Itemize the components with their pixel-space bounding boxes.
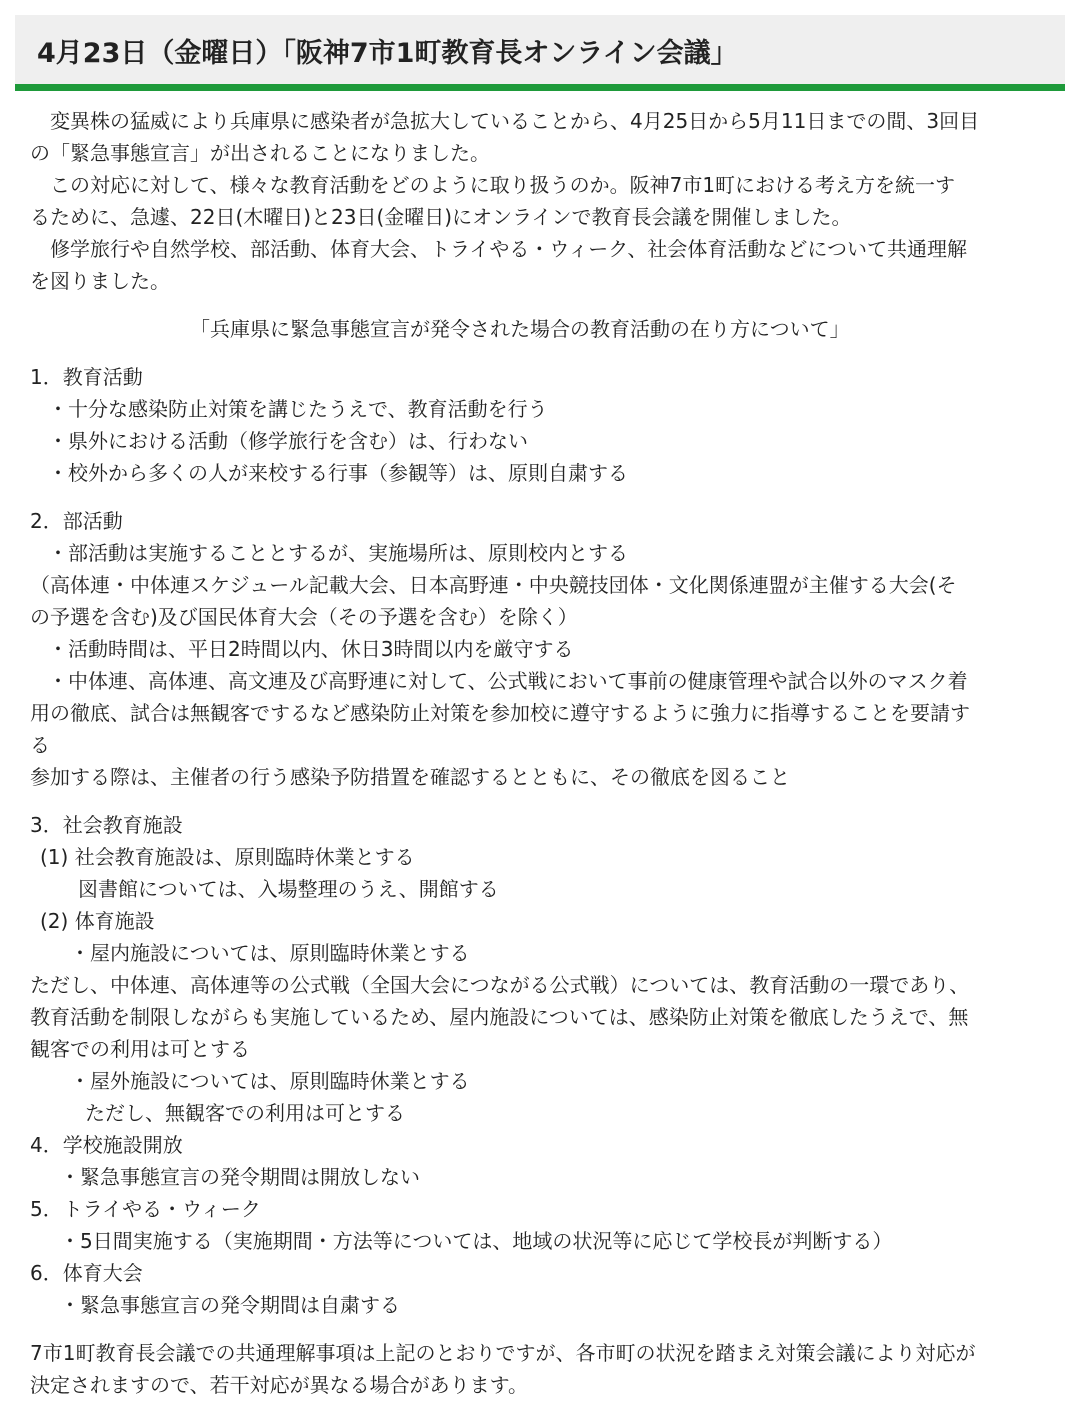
spacer — [30, 1321, 1055, 1337]
list-item: ・活動時間は、平日2時間以内、休日3時間以内を厳守する — [48, 637, 574, 661]
page-title: 4月23日（金曜日）「阪神7市1町教育長オンライン会議」 — [37, 38, 738, 69]
intro-line: 修学旅行や自然学校、部活動、体育大会、トライやる・ウィーク、社会体育活動などについて共通理解 — [30, 237, 967, 261]
document-heading: 「兵庫県に緊急事態宣言が発令された場合の教育活動の在り方について」 — [190, 317, 850, 341]
section-heading: 4．学校施設開放 — [30, 1133, 183, 1157]
list-item-continued: 用の徹底、試合は無観客でするなど感染防止対策を参加校に遵守するように強力に指導することを要請す — [30, 701, 970, 725]
page-header — [15, 15, 1065, 91]
closing-line: 決定されますので、若干対応が異なる場合があります。 — [30, 1373, 528, 1397]
sub-heading: (2) 体育施設 — [40, 909, 155, 933]
list-item-note: （高体連・中体連スケジュール記載大会、日本高野連・中央競技団体・文化関係連盟が主催する大会(そ — [30, 573, 957, 597]
section-school-facility-opening — [30, 1129, 1055, 1193]
list-item: ・緊急事態宣言の発令期間は開放しない — [60, 1165, 420, 1189]
list-item: ・十分な感染防止対策を講じたうえで、教育活動を行う — [48, 397, 548, 421]
intro-line: の「緊急事態宣言」が出されることになりました。 — [30, 141, 490, 165]
list-item: ・校外から多くの人が来校する行事（参観等）は、原則自粛する — [48, 461, 628, 485]
section-heading: 6．体育大会 — [30, 1261, 143, 1285]
section-heading: 5．トライやる・ウィーク — [30, 1197, 261, 1221]
list-item-note: 図書館については、入場整理のうえ、開館する — [78, 877, 499, 901]
section-sports-festival — [30, 1257, 1055, 1321]
section-heading: 1．教育活動 — [30, 365, 143, 389]
list-item: ・屋内施設については、原則臨時休業とする — [70, 941, 470, 965]
spacer — [30, 793, 1055, 809]
list-item: ・県外における活動（修学旅行を含む）は、行わない — [48, 429, 528, 453]
intro-paragraph — [30, 105, 1055, 297]
list-item-note: の予選を含む)及び国民体育大会（その予選を含む）を除く） — [30, 605, 578, 629]
list-item-continued: る — [30, 733, 50, 757]
intro-line: この対応に対して、様々な教育活動をどのように取り扱うのか。阪神7市1町における考え方を統一す — [30, 173, 956, 197]
sub-heading: (1) 社会教育施設は、原則臨時休業とする — [40, 845, 415, 869]
spacer — [30, 297, 1055, 313]
list-item: ・部活動は実施することとするが、実施場所は、原則校内とする — [48, 541, 628, 565]
section-club-activities — [30, 505, 1055, 793]
intro-line: 変異株の猛威により兵庫県に感染者が急拡大していることから、4月25日から5月11日までの間、3回目 — [30, 109, 980, 133]
list-item: ・緊急事態宣言の発令期間は自粛する — [60, 1293, 400, 1317]
list-item: ・5日間実施する（実施期間・方法等については、地域の状況等に応じて学校長が判断する） — [60, 1229, 893, 1253]
section-tryyaru-week — [30, 1193, 1055, 1257]
spacer — [30, 489, 1055, 505]
intro-line: るために、急遽、22日(木曜日)と23日(金曜日)にオンラインで教育長会議を開催しました。 — [30, 205, 852, 229]
list-item-note: 教育活動を制限しながらも実施しているため、屋内施設については、感染防止対策を徹底したうえで、無 — [30, 1005, 969, 1029]
list-item: ・屋外施設については、原則臨時休業とする — [70, 1069, 470, 1093]
closing-line: 7市1町教育長会議での共通理解事項は上記のとおりですが、各市町の状況を踏まえ対策会議により対応が — [30, 1341, 976, 1365]
list-item-note: ただし、中体連、高体連等の公式戦（全国大会につながる公式戦）については、教育活動の一環であり、 — [30, 973, 970, 997]
section-education-activities — [30, 361, 1055, 489]
list-item-note: ただし、無観客での利用は可とする — [85, 1101, 405, 1125]
list-item-note: 観客での利用は可とする — [30, 1037, 250, 1061]
list-item-note: 参加する際は、主催者の行う感染予防措置を確認するとともに、その徹底を図ること — [30, 765, 790, 789]
section-heading: 2．部活動 — [30, 509, 123, 533]
intro-line: を図りました。 — [30, 269, 170, 293]
section-heading: 3．社会教育施設 — [30, 813, 183, 837]
article-body — [30, 105, 1055, 1401]
closing-paragraph — [30, 1337, 1055, 1401]
list-item: ・中体連、高体連、高文連及び高野連に対して、公式戦において事前の健康管理や試合以外のマスク着 — [48, 669, 968, 693]
section-social-education-facilities — [30, 809, 1055, 1129]
spacer — [30, 345, 1055, 361]
